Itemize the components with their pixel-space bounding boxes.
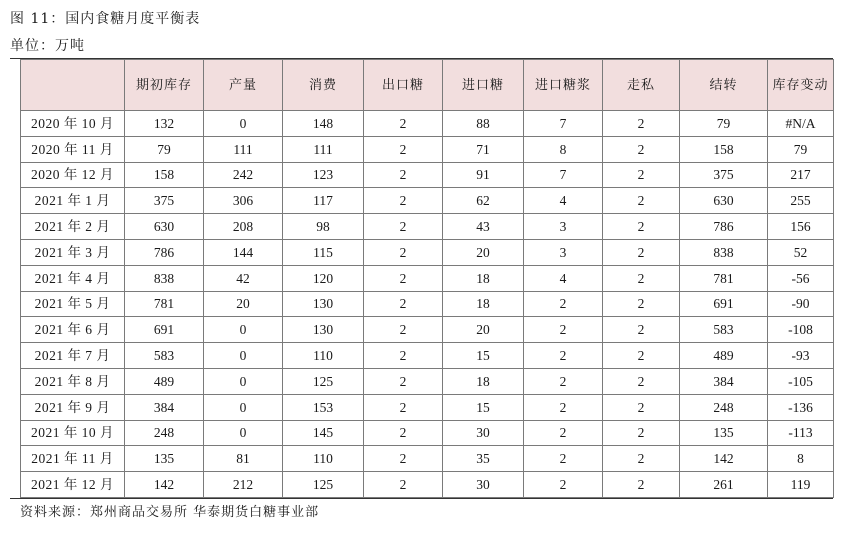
header-cell-export: 出口糖 bbox=[364, 60, 443, 111]
stock-change-cell: 255 bbox=[768, 188, 834, 214]
carryover-cell: 838 bbox=[680, 239, 768, 265]
month-cell: 2021 年 5 月 bbox=[21, 291, 125, 317]
smuggling-cell: 2 bbox=[603, 317, 680, 343]
smuggling-cell: 2 bbox=[603, 420, 680, 446]
stock-change-cell: 119 bbox=[768, 472, 834, 498]
production-cell: 0 bbox=[204, 111, 283, 137]
stock-change-cell: -105 bbox=[768, 368, 834, 394]
opening-stock-cell: 384 bbox=[125, 394, 204, 420]
import-cell: 20 bbox=[443, 239, 524, 265]
table-row bbox=[21, 136, 834, 162]
import-syrup-cell: 4 bbox=[524, 188, 603, 214]
smuggling-cell: 2 bbox=[603, 265, 680, 291]
table-row bbox=[21, 472, 834, 498]
carryover-cell: 375 bbox=[680, 162, 768, 188]
opening-stock-cell: 132 bbox=[125, 111, 204, 137]
import-syrup-cell: 4 bbox=[524, 265, 603, 291]
month-cell: 2021 年 7 月 bbox=[21, 343, 125, 369]
header-cell-import: 进口糖 bbox=[443, 60, 524, 111]
consumption-cell: 123 bbox=[283, 162, 364, 188]
carryover-cell: 261 bbox=[680, 472, 768, 498]
production-cell: 208 bbox=[204, 214, 283, 240]
production-cell: 306 bbox=[204, 188, 283, 214]
production-cell: 144 bbox=[204, 239, 283, 265]
production-cell: 0 bbox=[204, 343, 283, 369]
opening-stock-cell: 135 bbox=[125, 446, 204, 472]
export-cell: 2 bbox=[364, 472, 443, 498]
import-cell: 35 bbox=[443, 446, 524, 472]
consumption-cell: 111 bbox=[283, 136, 364, 162]
consumption-cell: 153 bbox=[283, 394, 364, 420]
import-syrup-cell: 7 bbox=[524, 162, 603, 188]
unit-label: 单位：万吨 bbox=[10, 38, 85, 54]
month-cell: 2021 年 10 月 bbox=[21, 420, 125, 446]
smuggling-cell: 2 bbox=[603, 111, 680, 137]
table-row bbox=[21, 394, 834, 420]
smuggling-cell: 2 bbox=[603, 394, 680, 420]
carryover-cell: 142 bbox=[680, 446, 768, 472]
smuggling-cell: 2 bbox=[603, 368, 680, 394]
table-row bbox=[21, 446, 834, 472]
import-syrup-cell: 8 bbox=[524, 136, 603, 162]
opening-stock-cell: 691 bbox=[125, 317, 204, 343]
export-cell: 2 bbox=[364, 317, 443, 343]
opening-stock-cell: 781 bbox=[125, 291, 204, 317]
import-syrup-cell: 2 bbox=[524, 368, 603, 394]
header-cell-carryover: 结转 bbox=[680, 60, 768, 111]
production-cell: 0 bbox=[204, 394, 283, 420]
import-cell: 43 bbox=[443, 214, 524, 240]
header-cell-smuggling: 走私 bbox=[603, 60, 680, 111]
export-cell: 2 bbox=[364, 136, 443, 162]
carryover-cell: 79 bbox=[680, 111, 768, 137]
smuggling-cell: 2 bbox=[603, 291, 680, 317]
carryover-cell: 135 bbox=[680, 420, 768, 446]
stock-change-cell: -90 bbox=[768, 291, 834, 317]
stock-change-cell: 156 bbox=[768, 214, 834, 240]
opening-stock-cell: 158 bbox=[125, 162, 204, 188]
header-cell-opening-stock: 期初库存 bbox=[125, 60, 204, 111]
sugar-balance-table bbox=[20, 59, 834, 498]
opening-stock-cell: 489 bbox=[125, 368, 204, 394]
production-cell: 212 bbox=[204, 472, 283, 498]
header-cell-production: 产量 bbox=[204, 60, 283, 111]
smuggling-cell: 2 bbox=[603, 188, 680, 214]
stock-change-cell: 79 bbox=[768, 136, 834, 162]
carryover-cell: 786 bbox=[680, 214, 768, 240]
carryover-cell: 781 bbox=[680, 265, 768, 291]
import-syrup-cell: 3 bbox=[524, 214, 603, 240]
import-cell: 71 bbox=[443, 136, 524, 162]
consumption-cell: 120 bbox=[283, 265, 364, 291]
export-cell: 2 bbox=[364, 291, 443, 317]
smuggling-cell: 2 bbox=[603, 343, 680, 369]
stock-change-cell: -93 bbox=[768, 343, 834, 369]
stock-change-cell: -113 bbox=[768, 420, 834, 446]
carryover-cell: 158 bbox=[680, 136, 768, 162]
month-cell: 2021 年 2 月 bbox=[21, 214, 125, 240]
opening-stock-cell: 375 bbox=[125, 188, 204, 214]
production-cell: 42 bbox=[204, 265, 283, 291]
figure-title: 图 11：国内食糖月度平衡表 bbox=[10, 11, 201, 27]
month-cell: 2021 年 11 月 bbox=[21, 446, 125, 472]
production-cell: 242 bbox=[204, 162, 283, 188]
month-cell: 2021 年 4 月 bbox=[21, 265, 125, 291]
import-cell: 20 bbox=[443, 317, 524, 343]
export-cell: 2 bbox=[364, 162, 443, 188]
import-syrup-cell: 2 bbox=[524, 291, 603, 317]
stock-change-cell: 217 bbox=[768, 162, 834, 188]
consumption-cell: 148 bbox=[283, 111, 364, 137]
export-cell: 2 bbox=[364, 239, 443, 265]
table-row bbox=[21, 111, 834, 137]
carryover-cell: 489 bbox=[680, 343, 768, 369]
import-cell: 18 bbox=[443, 265, 524, 291]
production-cell: 20 bbox=[204, 291, 283, 317]
production-cell: 81 bbox=[204, 446, 283, 472]
export-cell: 2 bbox=[364, 343, 443, 369]
opening-stock-cell: 79 bbox=[125, 136, 204, 162]
smuggling-cell: 2 bbox=[603, 446, 680, 472]
table-row bbox=[21, 343, 834, 369]
stock-change-cell: #N/A bbox=[768, 111, 834, 137]
stock-change-cell: 52 bbox=[768, 239, 834, 265]
table-row bbox=[21, 162, 834, 188]
production-cell: 0 bbox=[204, 420, 283, 446]
smuggling-cell: 2 bbox=[603, 162, 680, 188]
smuggling-cell: 2 bbox=[603, 239, 680, 265]
stock-change-cell: -56 bbox=[768, 265, 834, 291]
month-cell: 2021 年 1 月 bbox=[21, 188, 125, 214]
month-cell: 2020 年 11 月 bbox=[21, 136, 125, 162]
import-syrup-cell: 2 bbox=[524, 446, 603, 472]
production-cell: 0 bbox=[204, 317, 283, 343]
consumption-cell: 145 bbox=[283, 420, 364, 446]
export-cell: 2 bbox=[364, 265, 443, 291]
consumption-cell: 110 bbox=[283, 343, 364, 369]
opening-stock-cell: 142 bbox=[125, 472, 204, 498]
smuggling-cell: 2 bbox=[603, 136, 680, 162]
production-cell: 111 bbox=[204, 136, 283, 162]
stock-change-cell: 8 bbox=[768, 446, 834, 472]
table-body bbox=[21, 111, 834, 498]
opening-stock-cell: 630 bbox=[125, 214, 204, 240]
consumption-cell: 110 bbox=[283, 446, 364, 472]
table-row bbox=[21, 214, 834, 240]
import-cell: 18 bbox=[443, 291, 524, 317]
header-cell-stock-change: 库存变动 bbox=[768, 60, 834, 111]
table-row bbox=[21, 368, 834, 394]
import-cell: 15 bbox=[443, 343, 524, 369]
import-syrup-cell: 7 bbox=[524, 111, 603, 137]
balance-table-container bbox=[10, 58, 833, 499]
consumption-cell: 115 bbox=[283, 239, 364, 265]
import-syrup-cell: 2 bbox=[524, 394, 603, 420]
consumption-cell: 117 bbox=[283, 188, 364, 214]
export-cell: 2 bbox=[364, 214, 443, 240]
month-cell: 2020 年 10 月 bbox=[21, 111, 125, 137]
smuggling-cell: 2 bbox=[603, 472, 680, 498]
import-cell: 15 bbox=[443, 394, 524, 420]
import-cell: 62 bbox=[443, 188, 524, 214]
month-cell: 2021 年 12 月 bbox=[21, 472, 125, 498]
opening-stock-cell: 838 bbox=[125, 265, 204, 291]
carryover-cell: 583 bbox=[680, 317, 768, 343]
export-cell: 2 bbox=[364, 111, 443, 137]
production-cell: 0 bbox=[204, 368, 283, 394]
consumption-cell: 130 bbox=[283, 317, 364, 343]
table-row bbox=[21, 239, 834, 265]
month-cell: 2021 年 6 月 bbox=[21, 317, 125, 343]
consumption-cell: 130 bbox=[283, 291, 364, 317]
source-note: 资料来源：郑州商品交易所 华泰期货白糖事业部 bbox=[20, 505, 320, 520]
import-cell: 88 bbox=[443, 111, 524, 137]
month-cell: 2021 年 9 月 bbox=[21, 394, 125, 420]
import-syrup-cell: 2 bbox=[524, 317, 603, 343]
carryover-cell: 384 bbox=[680, 368, 768, 394]
header-cell-import-syrup: 进口糖浆 bbox=[524, 60, 603, 111]
smuggling-cell: 2 bbox=[603, 214, 680, 240]
table-row bbox=[21, 291, 834, 317]
stock-change-cell: -108 bbox=[768, 317, 834, 343]
import-syrup-cell: 2 bbox=[524, 472, 603, 498]
table-row bbox=[21, 265, 834, 291]
export-cell: 2 bbox=[364, 446, 443, 472]
consumption-cell: 125 bbox=[283, 472, 364, 498]
month-cell: 2021 年 8 月 bbox=[21, 368, 125, 394]
import-cell: 30 bbox=[443, 420, 524, 446]
header-row bbox=[21, 60, 834, 111]
export-cell: 2 bbox=[364, 394, 443, 420]
import-cell: 30 bbox=[443, 472, 524, 498]
import-cell: 18 bbox=[443, 368, 524, 394]
carryover-cell: 248 bbox=[680, 394, 768, 420]
export-cell: 2 bbox=[364, 420, 443, 446]
header-cell-consumption: 消费 bbox=[283, 60, 364, 111]
table-row bbox=[21, 317, 834, 343]
stock-change-cell: -136 bbox=[768, 394, 834, 420]
import-syrup-cell: 2 bbox=[524, 420, 603, 446]
table-row bbox=[21, 188, 834, 214]
month-cell: 2020 年 12 月 bbox=[21, 162, 125, 188]
import-syrup-cell: 2 bbox=[524, 343, 603, 369]
import-syrup-cell: 3 bbox=[524, 239, 603, 265]
table-row bbox=[21, 420, 834, 446]
opening-stock-cell: 583 bbox=[125, 343, 204, 369]
export-cell: 2 bbox=[364, 368, 443, 394]
carryover-cell: 630 bbox=[680, 188, 768, 214]
opening-stock-cell: 786 bbox=[125, 239, 204, 265]
opening-stock-cell: 248 bbox=[125, 420, 204, 446]
month-cell: 2021 年 3 月 bbox=[21, 239, 125, 265]
export-cell: 2 bbox=[364, 188, 443, 214]
header-cell-month bbox=[21, 60, 125, 111]
consumption-cell: 125 bbox=[283, 368, 364, 394]
import-cell: 91 bbox=[443, 162, 524, 188]
consumption-cell: 98 bbox=[283, 214, 364, 240]
carryover-cell: 691 bbox=[680, 291, 768, 317]
